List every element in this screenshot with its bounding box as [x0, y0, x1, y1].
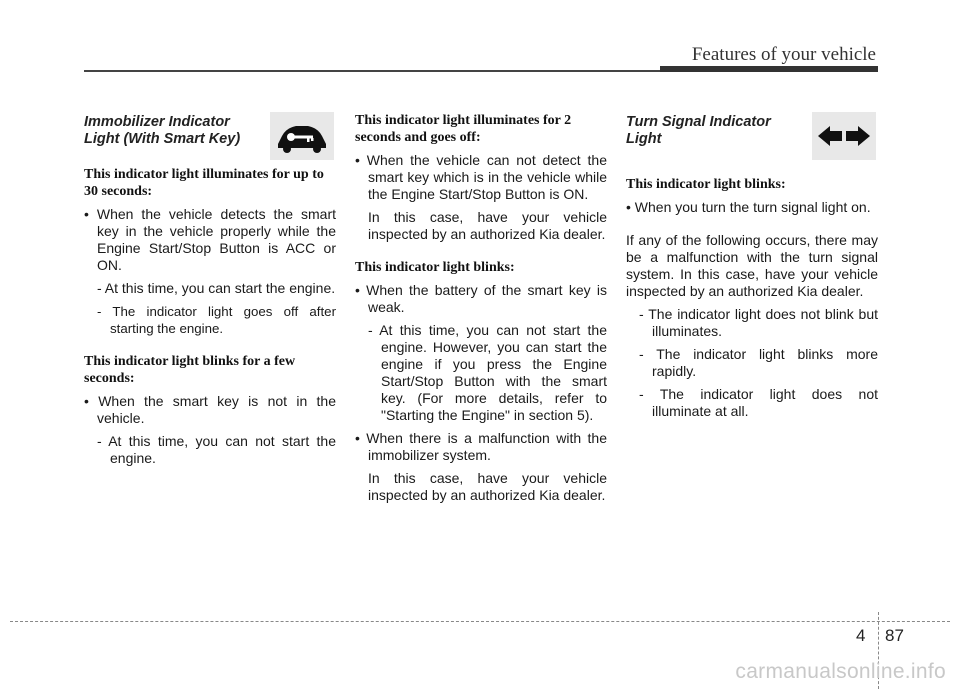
list-subitem: - The indicator light goes off after starting the engine. — [97, 304, 336, 336]
list-subitem: - At this time, you can start the engine. — [97, 280, 336, 296]
turn-signal-heading-line2: Light — [626, 131, 662, 147]
list-subitem: - At this time, you can not start the engine. However, you can start the engine if you press the Engine Start/Stop Button with the smart key. (For more details, refer to "Starting the Engine" in section 5). — [368, 322, 607, 423]
page-number: 87 — [885, 626, 904, 645]
list-item: • When you turn the turn signal light on. — [626, 199, 871, 215]
column-immobilizer — [84, 112, 336, 473]
immobilizer-heading-row — [84, 112, 336, 166]
list-subitem: - The indicator light blinks more rapidly. — [639, 346, 878, 379]
footer-divider — [10, 621, 950, 622]
turn-signal-heading — [626, 112, 796, 148]
list-subitem: - At this time, you can not start the engine. — [97, 433, 336, 466]
watermark: carmanualsonline.info — [735, 660, 946, 683]
immobilizer-heading — [84, 112, 254, 148]
list-item: • When the battery of the smart key is weak. — [355, 282, 607, 315]
malfunction-paragraph: If any of the following occurs, there may be a malfunction with the turn signal system. In this case, have your vehicle inspected by an authorized Kia dealer. — [626, 232, 878, 299]
turn-signal-arrows-icon — [812, 112, 876, 160]
immobilizer-heading-line1: Immobilizer Indicator — [84, 114, 230, 130]
turn-signal-intro: This indicator light blinks: — [626, 177, 786, 192]
immobilizer-intro-blinks: This indicator light blinks for a few seconds: — [84, 354, 296, 386]
section-number: 4 — [856, 626, 866, 645]
list-item: • When the vehicle detects the smart key in the vehicle properly while the Engine Start/Stop Button is ACC or ON. — [84, 206, 336, 273]
immobilizer-car-key-icon — [270, 112, 334, 160]
list-subitem: - The indicator light does not blink but illuminates. — [639, 306, 878, 339]
immobilizer-intro-illuminates: This indicator light illuminates for up to 30 seconds: — [84, 167, 324, 199]
dealer-note: In this case, have your vehicle inspected by an authorized Kia dealer. — [368, 470, 607, 503]
immobilizer-heading-line2: Light (With Smart Key) — [84, 131, 241, 147]
intro-blinks: This indicator light blinks: — [355, 260, 515, 275]
list-item: • When there is a malfunction with the immobilizer system. — [355, 430, 607, 463]
list-item: • When the vehicle can not detect the smart key which is in the vehicle while the Engine Start/Stop Button is ON. — [355, 152, 607, 202]
list-item: • When the smart key is not in the vehicle. — [84, 393, 336, 426]
header-rule-accent — [660, 66, 878, 72]
intro-illuminates-2s: This indicator light illuminates for 2 seconds and goes off: — [355, 113, 572, 145]
header-title: Features of your vehicle — [691, 44, 876, 65]
column-immobilizer-continued — [355, 112, 607, 510]
dealer-note: In this case, have your vehicle inspected by an authorized Kia dealer. — [368, 209, 607, 242]
column-turn-signal — [626, 112, 878, 426]
list-subitem: - The indicator light does not illuminate at all. — [639, 386, 878, 419]
turn-signal-heading-line1: Turn Signal Indicator — [626, 114, 771, 130]
turn-signal-heading-row — [626, 112, 878, 166]
